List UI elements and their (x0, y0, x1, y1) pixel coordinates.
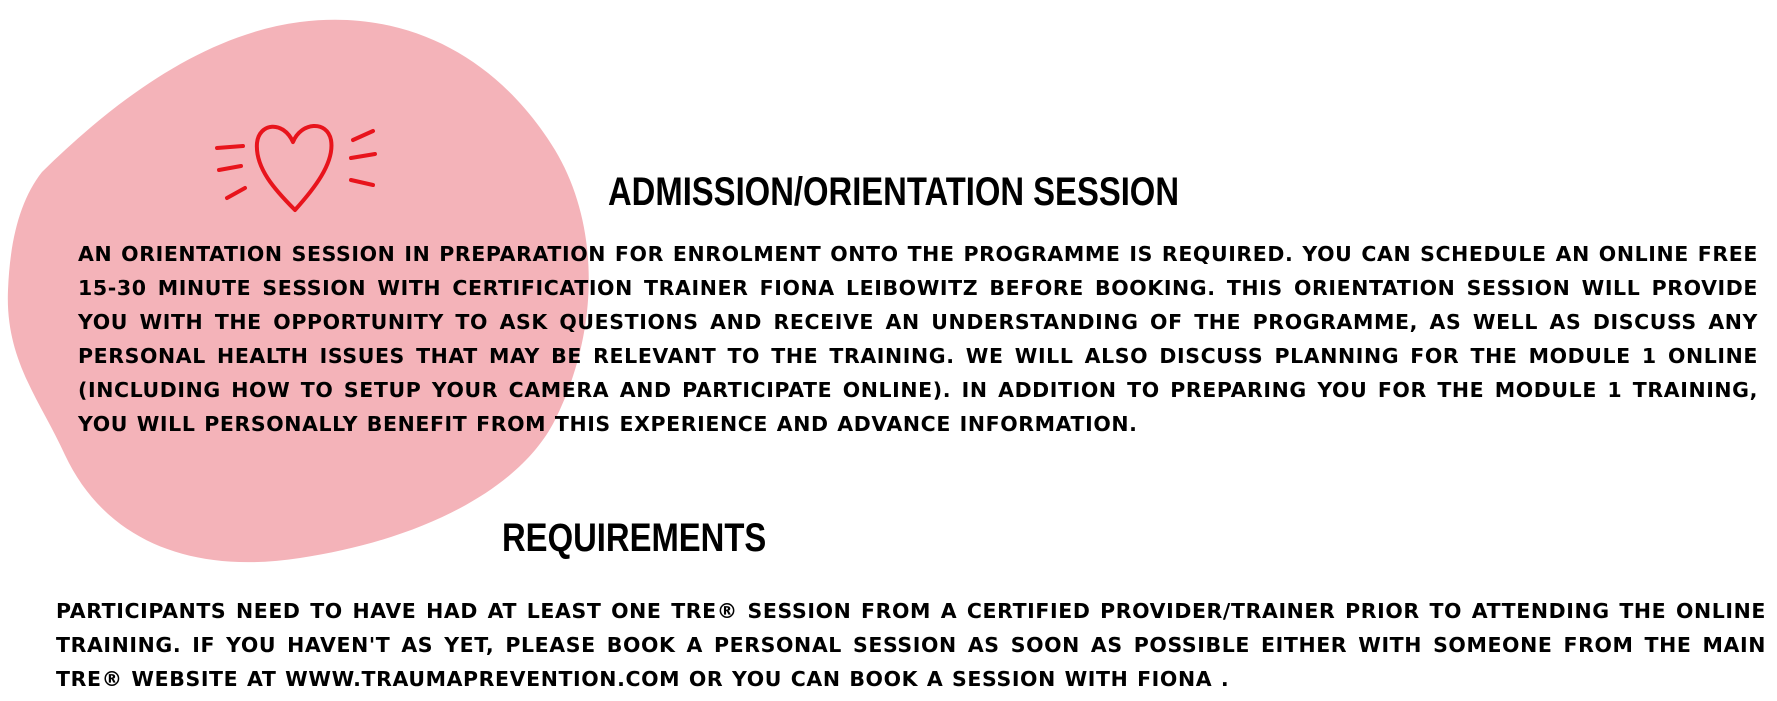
sparkle-right-2 (351, 154, 375, 158)
sparkle-right-1 (353, 131, 373, 140)
heart-with-sparkles-icon (205, 118, 385, 218)
admission-heading: ADMISSION/ORIENTATION SESSION (608, 170, 1180, 214)
sparkle-left-2 (219, 166, 241, 170)
admission-paragraph: AN ORIENTATION SESSION IN PREPARATION FOR ENROLMENT ONTO THE PROGRAMME IS REQUIRED. YOU CAN SCHEDULE AN ONLINE FREE 15-30 MINUTE SESSION WITH CERTIFICATION TRAINER FIONA LEIBOWITZ BEFORE BOOKING. THIS ORIENTATION SESSION WILL PROVIDE YOU WITH THE OPPORTUNITY TO ASK QUESTIONS AND RECEIVE AN UNDERSTANDING OF THE PROGRAMME, AS WELL AS DISCUSS ANY PERSONAL HEALTH ISSUES THAT MAY BE RELEVANT TO THE TRAINING. WE WILL ALSO DISCUSS PLANNING FOR THE MODULE 1 ONLINE (INCLUDING HOW TO SETUP YOUR CAMERA AND PARTICIPATE ONLINE). IN ADDITION TO PREPARING YOU FOR THE MODULE 1 TRAINING, YOU WILL PERSONALLY BENEFIT FROM THIS EXPERIENCE AND ADVANCE INFORMATION. (78, 242, 1758, 436)
sparkle-right-3 (351, 180, 373, 185)
requirements-paragraph: PARTICIPANTS NEED TO HAVE HAD AT LEAST ONE TRE® SESSION FROM A CERTIFIED PROVIDER/TRAINER PRIOR TO ATTENDING THE ONLINE TRAINING. IF YOU HAVEN'T AS YET, PLEASE BOOK A PERSONAL SESSION AS SOON AS POSSIBLE EITHER WITH SOMEONE FROM THE MAIN TRE® WEBSITE AT WWW.TRAUMAPREVENTION.COM OR YOU CAN BOOK A SESSION WITH FIONA . (56, 599, 1766, 691)
requirements-heading: REQUIREMENTS (502, 516, 767, 560)
sparkle-left-3 (227, 188, 245, 198)
heart-outline (257, 126, 332, 210)
sparkle-left-1 (217, 146, 243, 148)
